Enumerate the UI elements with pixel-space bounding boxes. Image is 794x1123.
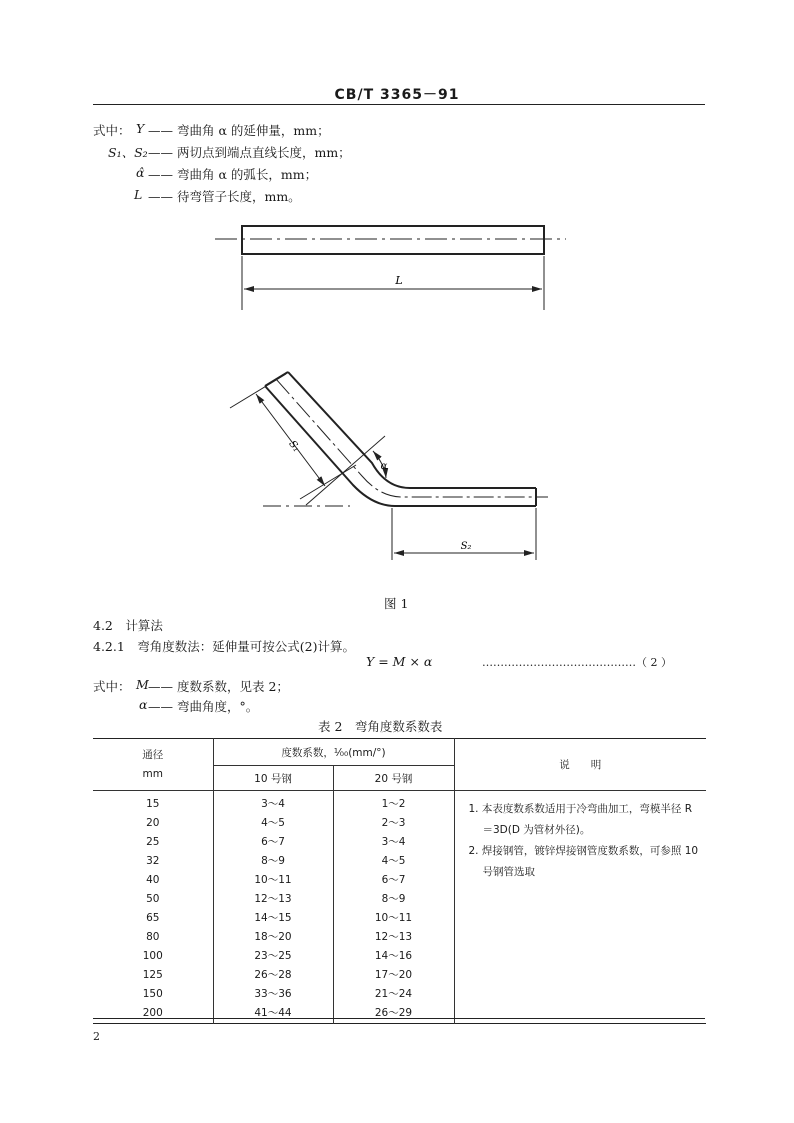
cell-diameter: 125 [93,966,213,985]
cell-steel-20: 26～29 [333,1004,454,1024]
header-steel-20: 20 号钢 [333,766,454,791]
legend-symbol-arc: α̂ [136,165,145,180]
legend2-symbol-m: M [136,677,149,692]
cell-steel-10: 14～15 [213,909,333,928]
header-diameter [93,739,213,791]
header-diameter-label: 通径 [142,748,164,761]
header-coefficient: 度数系数，⅟₀₀(mm/°) [213,739,454,766]
cell-diameter: 32 [93,852,213,871]
cell-steel-10: 23～25 [213,947,333,966]
cell-steel-10: 33～36 [213,985,333,1004]
cell-steel-10: 41～44 [213,1004,333,1024]
cell-steel-10: 12～13 [213,890,333,909]
legend-desc-arc: —— 弯曲角 α 的弧长，mm； [148,167,318,182]
cell-diameter: 25 [93,833,213,852]
figure-caption: 图 1 [384,596,409,611]
legend-symbol-s: S₁、S₂ [108,145,148,160]
legend2-intro: 式中： [93,679,131,694]
legend2-desc-alpha: —— 弯曲角度，°。 [148,699,259,714]
cell-steel-10: 3～4 [213,791,333,815]
cell-steel-20: 2～3 [333,814,454,833]
label-s2: S₂ [460,541,472,552]
cell-diameter: 40 [93,871,213,890]
cell-diameter: 20 [93,814,213,833]
cell-steel-10: 8～9 [213,852,333,871]
table-row [93,791,706,815]
bent-pipe [230,372,548,560]
formula: Y = M × α [366,654,433,669]
cell-steel-20: 3～4 [333,833,454,852]
note-item: 2. 焊接钢管，镀锌焊接钢管度数系数，可参照 10 号钢管选取 [468,845,699,878]
header-steel-10: 10 号钢 [213,766,333,791]
cell-steel-10: 26～28 [213,966,333,985]
cell-diameter: 100 [93,947,213,966]
legend-intro: 式中： [93,123,131,138]
cell-steel-20: 6～7 [333,871,454,890]
cell-steel-20: 12～13 [333,928,454,947]
header-diameter-unit: mm [142,767,163,780]
cell-steel-20: 14～16 [333,947,454,966]
notes-cell [454,791,706,1024]
legend2-symbol-alpha: α [139,697,148,712]
straight-pipe [215,226,566,310]
legend-symbol-l: L [134,187,143,202]
header-notes: 说 明 [559,759,602,771]
legend-desc-s: —— 两切点到端点直线长度，mm； [148,145,351,160]
label-l: L [395,274,403,287]
cell-diameter: 80 [93,928,213,947]
cell-steel-10: 18～20 [213,928,333,947]
footer-rule [93,1018,705,1019]
cell-steel-20: 4～5 [333,852,454,871]
document-code: CB/T 3365－91 [334,87,460,103]
table-body [93,791,706,1024]
page-number: 2 [93,1030,100,1043]
cell-steel-20: 8～9 [333,890,454,909]
legend-symbol-y: Y [136,121,145,136]
cell-steel-20: 17～20 [333,966,454,985]
coefficient-table [93,738,706,1024]
section-subheading: 4.2.1 弯角度数法：延伸量可按公式(2)计算。 [93,639,356,654]
cell-diameter: 150 [93,985,213,1004]
legend-desc-l: —— 待弯管子长度，mm。 [148,189,301,204]
legend2-desc-m: —— 度数系数，见表 2； [148,679,289,694]
cell-steel-20: 21～24 [333,985,454,1004]
legend-desc-y: —— 弯曲角 α 的延伸量，mm； [148,123,330,138]
cell-diameter: 65 [93,909,213,928]
cell-steel-20: 10～11 [333,909,454,928]
cell-diameter: 15 [93,791,213,815]
cell-steel-20: 1～2 [333,791,454,815]
formula-number: ……………………………………（ 2 ） [482,656,672,669]
section-heading: 4.2 计算法 [93,618,163,633]
cell-steel-10: 6～7 [213,833,333,852]
cell-steel-10: 4～5 [213,814,333,833]
cell-steel-10: 10～11 [213,871,333,890]
cell-diameter: 50 [93,890,213,909]
cell-diameter: 200 [93,1004,213,1024]
table-title: 表 2 弯角度数系数表 [318,719,443,734]
note-item: 1. 本表度数系数适用于冷弯曲加工，弯模半径 R＝3D(D 为管材外径)。 [468,803,692,836]
label-s1: S₁ [286,438,302,455]
label-alpha: α [380,461,388,472]
